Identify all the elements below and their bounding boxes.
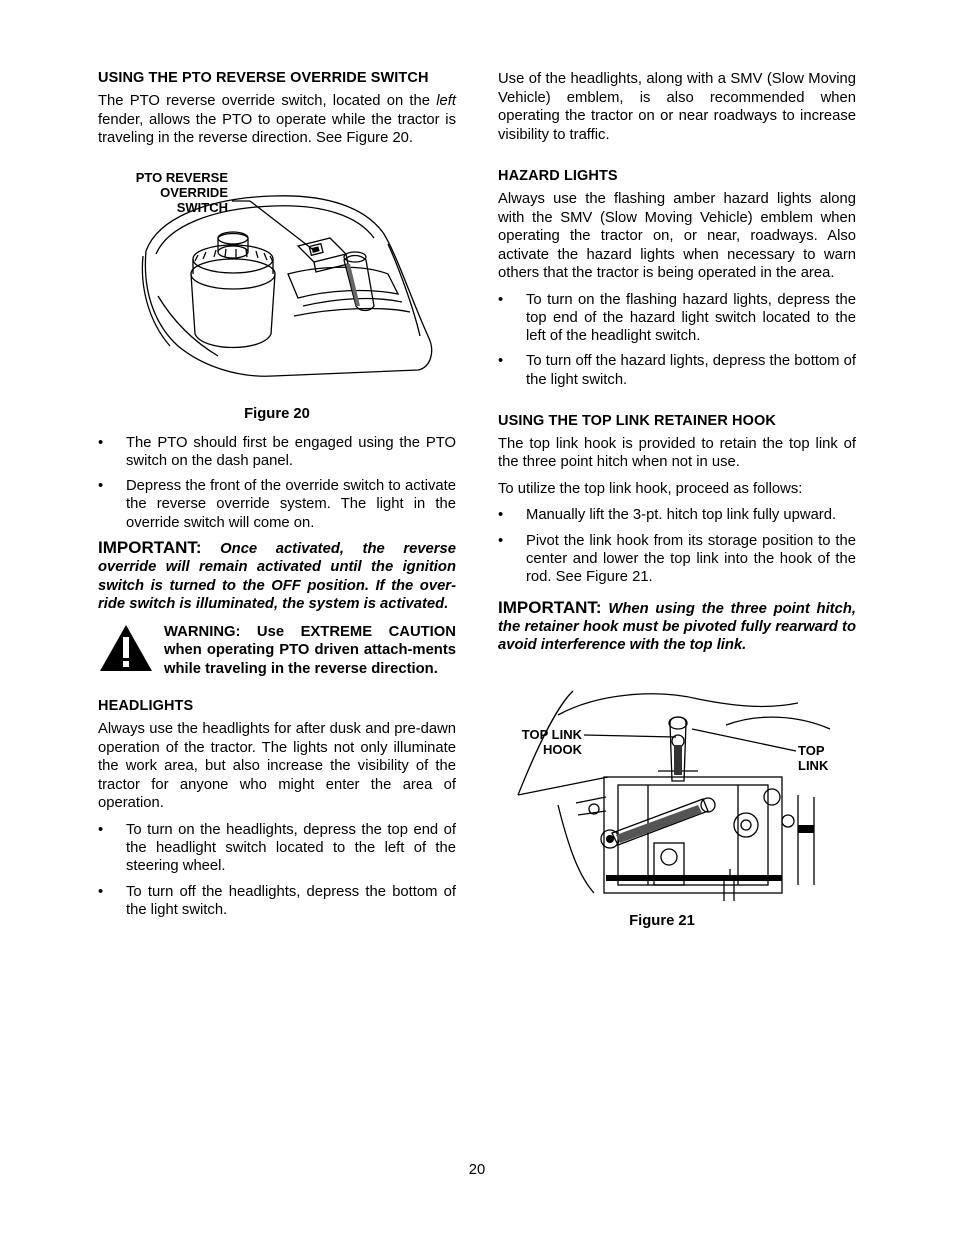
list-item: • To turn off the hazard lights, depress the bottom of the light switch. — [498, 352, 856, 389]
list-item: • Depress the front of the override switch to activate the reverse override system. The light in the override switch will come on. — [98, 477, 456, 532]
list-item: • Pivot the link hook from its storage position to the center and lower the top link into the hook of the rod. See Figure 21. — [498, 532, 856, 587]
important-note-toplink — [498, 599, 856, 655]
headlights-paragraph: Always use the headlights for after dusk and pre-dawn operation of the tractor. The lights not only illuminate the work area, but also increase the visibility of the tractor for anyone who might enter the area of operation. — [98, 721, 456, 812]
figure-20 — [98, 156, 456, 406]
toplink-bullet-list — [498, 506, 856, 586]
figure-20-caption: Figure 20 — [244, 405, 310, 422]
pto-bullet-list — [98, 434, 456, 532]
smv-paragraph: Use of the headlights, along with a SMV (Slow Moving Vehicle) emblem, is also recommended when operating the tractor on or near roadways to increase visibility to traffic. — [498, 71, 856, 143]
list-item: • Manually lift the 3-pt. hitch top link fully upward. — [498, 506, 856, 524]
figure-21-caption: Figure 21 — [629, 912, 695, 929]
pto-paragraph: The PTO reverse override switch, located on the left fender, allows the PTO to operate while the tractor is traveling in the reverse direction. See Figure 20. — [98, 93, 456, 146]
important-note-pto — [98, 539, 456, 613]
list-item: • To turn on the headlights, depress the top end of the headlight switch located to the left of the steering wheel. — [98, 821, 456, 876]
headlights-heading: HEADLIGHTS — [98, 698, 194, 715]
figure-21 — [498, 685, 856, 905]
important-text: When using the three point hitch, the retainer hook must be pivoted fully rearward to avoid interference with the top link. — [498, 600, 856, 654]
toplink-paragraph-1: The top link hook is provided to retain the top link of the three point hitch when not in use. — [498, 435, 856, 471]
hitch-illustration — [498, 685, 838, 905]
list-item: • The PTO should first be engaged using the PTO switch on the dash panel. — [98, 434, 456, 471]
list-item: • To turn on the flashing hazard lights, depress the top end of the hazard light switch located to the left of the headlight switch. — [498, 291, 856, 346]
fig20-callout-pto-switch: PTO REVERSE OVERRIDE SWITCH — [135, 169, 228, 215]
fig21-callout-top-link: TOP LINK — [798, 742, 829, 773]
important-label: IMPORTANT: — [98, 537, 202, 557]
warning-box — [98, 623, 456, 678]
toplink-heading: USING THE TOP LINK RETAINER HOOK — [498, 412, 776, 429]
hazard-heading: HAZARD LIGHTS — [498, 168, 618, 184]
warning-triangle-icon — [98, 623, 154, 678]
hazard-bullet-list — [498, 291, 856, 389]
warning-text: WARNING: Use EXTREME CAUTION when operating PTO driven attach-ments while traveling in the reverse direction. — [164, 624, 456, 677]
hazard-paragraph: Always use the flashing amber hazard lights along with the SMV (Slow Moving Vehicle) emblem when operating the tractor on, or near, roadways. Also activate the hazard lights when necessary to warn others that the tractor is being operated in the area. — [498, 191, 856, 281]
important-text: Once activated, the reverse override will remain activated until the ignition switch is turned to the OFF position. If the over-ride switch is illuminated, the system is activated. — [98, 540, 456, 612]
fender-illustration — [98, 156, 456, 406]
pto-heading: USING THE PTO REVERSE OVERRIDE SWITCH — [98, 70, 429, 86]
left-column — [98, 70, 456, 926]
page-number: 20 — [468, 1162, 486, 1178]
toplink-paragraph-2: To utilize the top link hook, proceed as follows: — [498, 480, 803, 497]
headlights-bullet-list — [98, 821, 456, 919]
right-column — [498, 70, 856, 929]
list-item: • To turn off the headlights, depress the bottom of the light switch. — [98, 883, 456, 920]
important-label: IMPORTANT: — [498, 597, 602, 617]
fig21-callout-top-link-hook: TOP LINK HOOK — [521, 726, 582, 757]
